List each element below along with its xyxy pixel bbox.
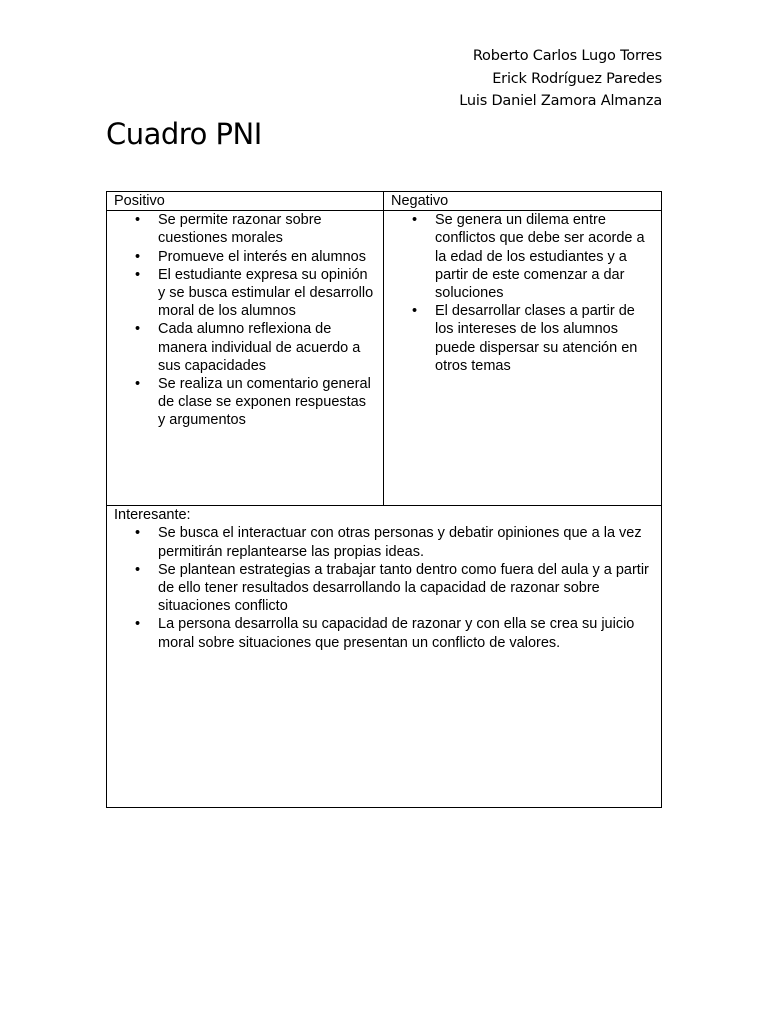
list-item: • El estudiante expresa su opinión y se busca estimular el desarrollo moral de los alumnos	[113, 266, 377, 321]
interesante-row	[107, 506, 662, 808]
list-item: • Promueve el interés en alumnos	[113, 248, 377, 266]
pni-table	[106, 191, 662, 808]
header-row	[107, 192, 662, 211]
positivo-cell	[107, 211, 384, 506]
list-item: • Se busca el interactuar con otras personas y debatir opiniones que a la vez permitirán replantearse las propias ideas.	[113, 524, 655, 560]
positivo-list	[113, 211, 377, 429]
interesante-list	[113, 524, 655, 651]
list-item: • Se permite razonar sobre cuestiones morales	[113, 211, 377, 247]
list-item: • Cada alumno reflexiona de manera individual de acuerdo a sus capacidades	[113, 320, 377, 375]
negativo-heading: Negativo	[391, 193, 449, 209]
list-item: • Se realiza un comentario general de clase se exponen respuestas y argumentos	[113, 375, 377, 430]
author-name: Erick Rodríguez Paredes	[492, 70, 662, 87]
document-title: Cuadro PNI	[106, 117, 262, 151]
list-item: • La persona desarrolla su capacidad de razonar y con ella se crea su juicio moral sobre situaciones que presentan un conflicto de valores.	[113, 615, 655, 651]
positivo-header-cell	[107, 192, 384, 211]
interesante-heading: Interesante:	[114, 507, 191, 524]
interesante-cell	[107, 506, 662, 808]
author-name: Roberto Carlos Lugo Torres	[472, 48, 662, 64]
list-item: • Se genera un dilema entre conflictos que debe ser acorde a la edad de los estudiantes y a partir de este comenzar a dar soluciones	[390, 211, 655, 302]
negativo-cell	[384, 211, 662, 506]
list-item: • El desarrollar clases a partir de los intereses de los alumnos puede dispersar su atención en otros temas	[390, 302, 655, 375]
positivo-heading: Positivo	[114, 193, 165, 209]
author-name: Luis Daniel Zamora Almanza	[459, 93, 662, 109]
author-list	[459, 45, 662, 113]
content-row	[107, 211, 662, 506]
list-item: • Se plantean estrategias a trabajar tanto dentro como fuera del aula y a partir de ello tener resultados desarrollando la capacidad de razonar sobre situaciones conflicto	[113, 561, 655, 616]
negativo-header-cell	[384, 192, 662, 211]
negativo-list	[390, 211, 655, 375]
